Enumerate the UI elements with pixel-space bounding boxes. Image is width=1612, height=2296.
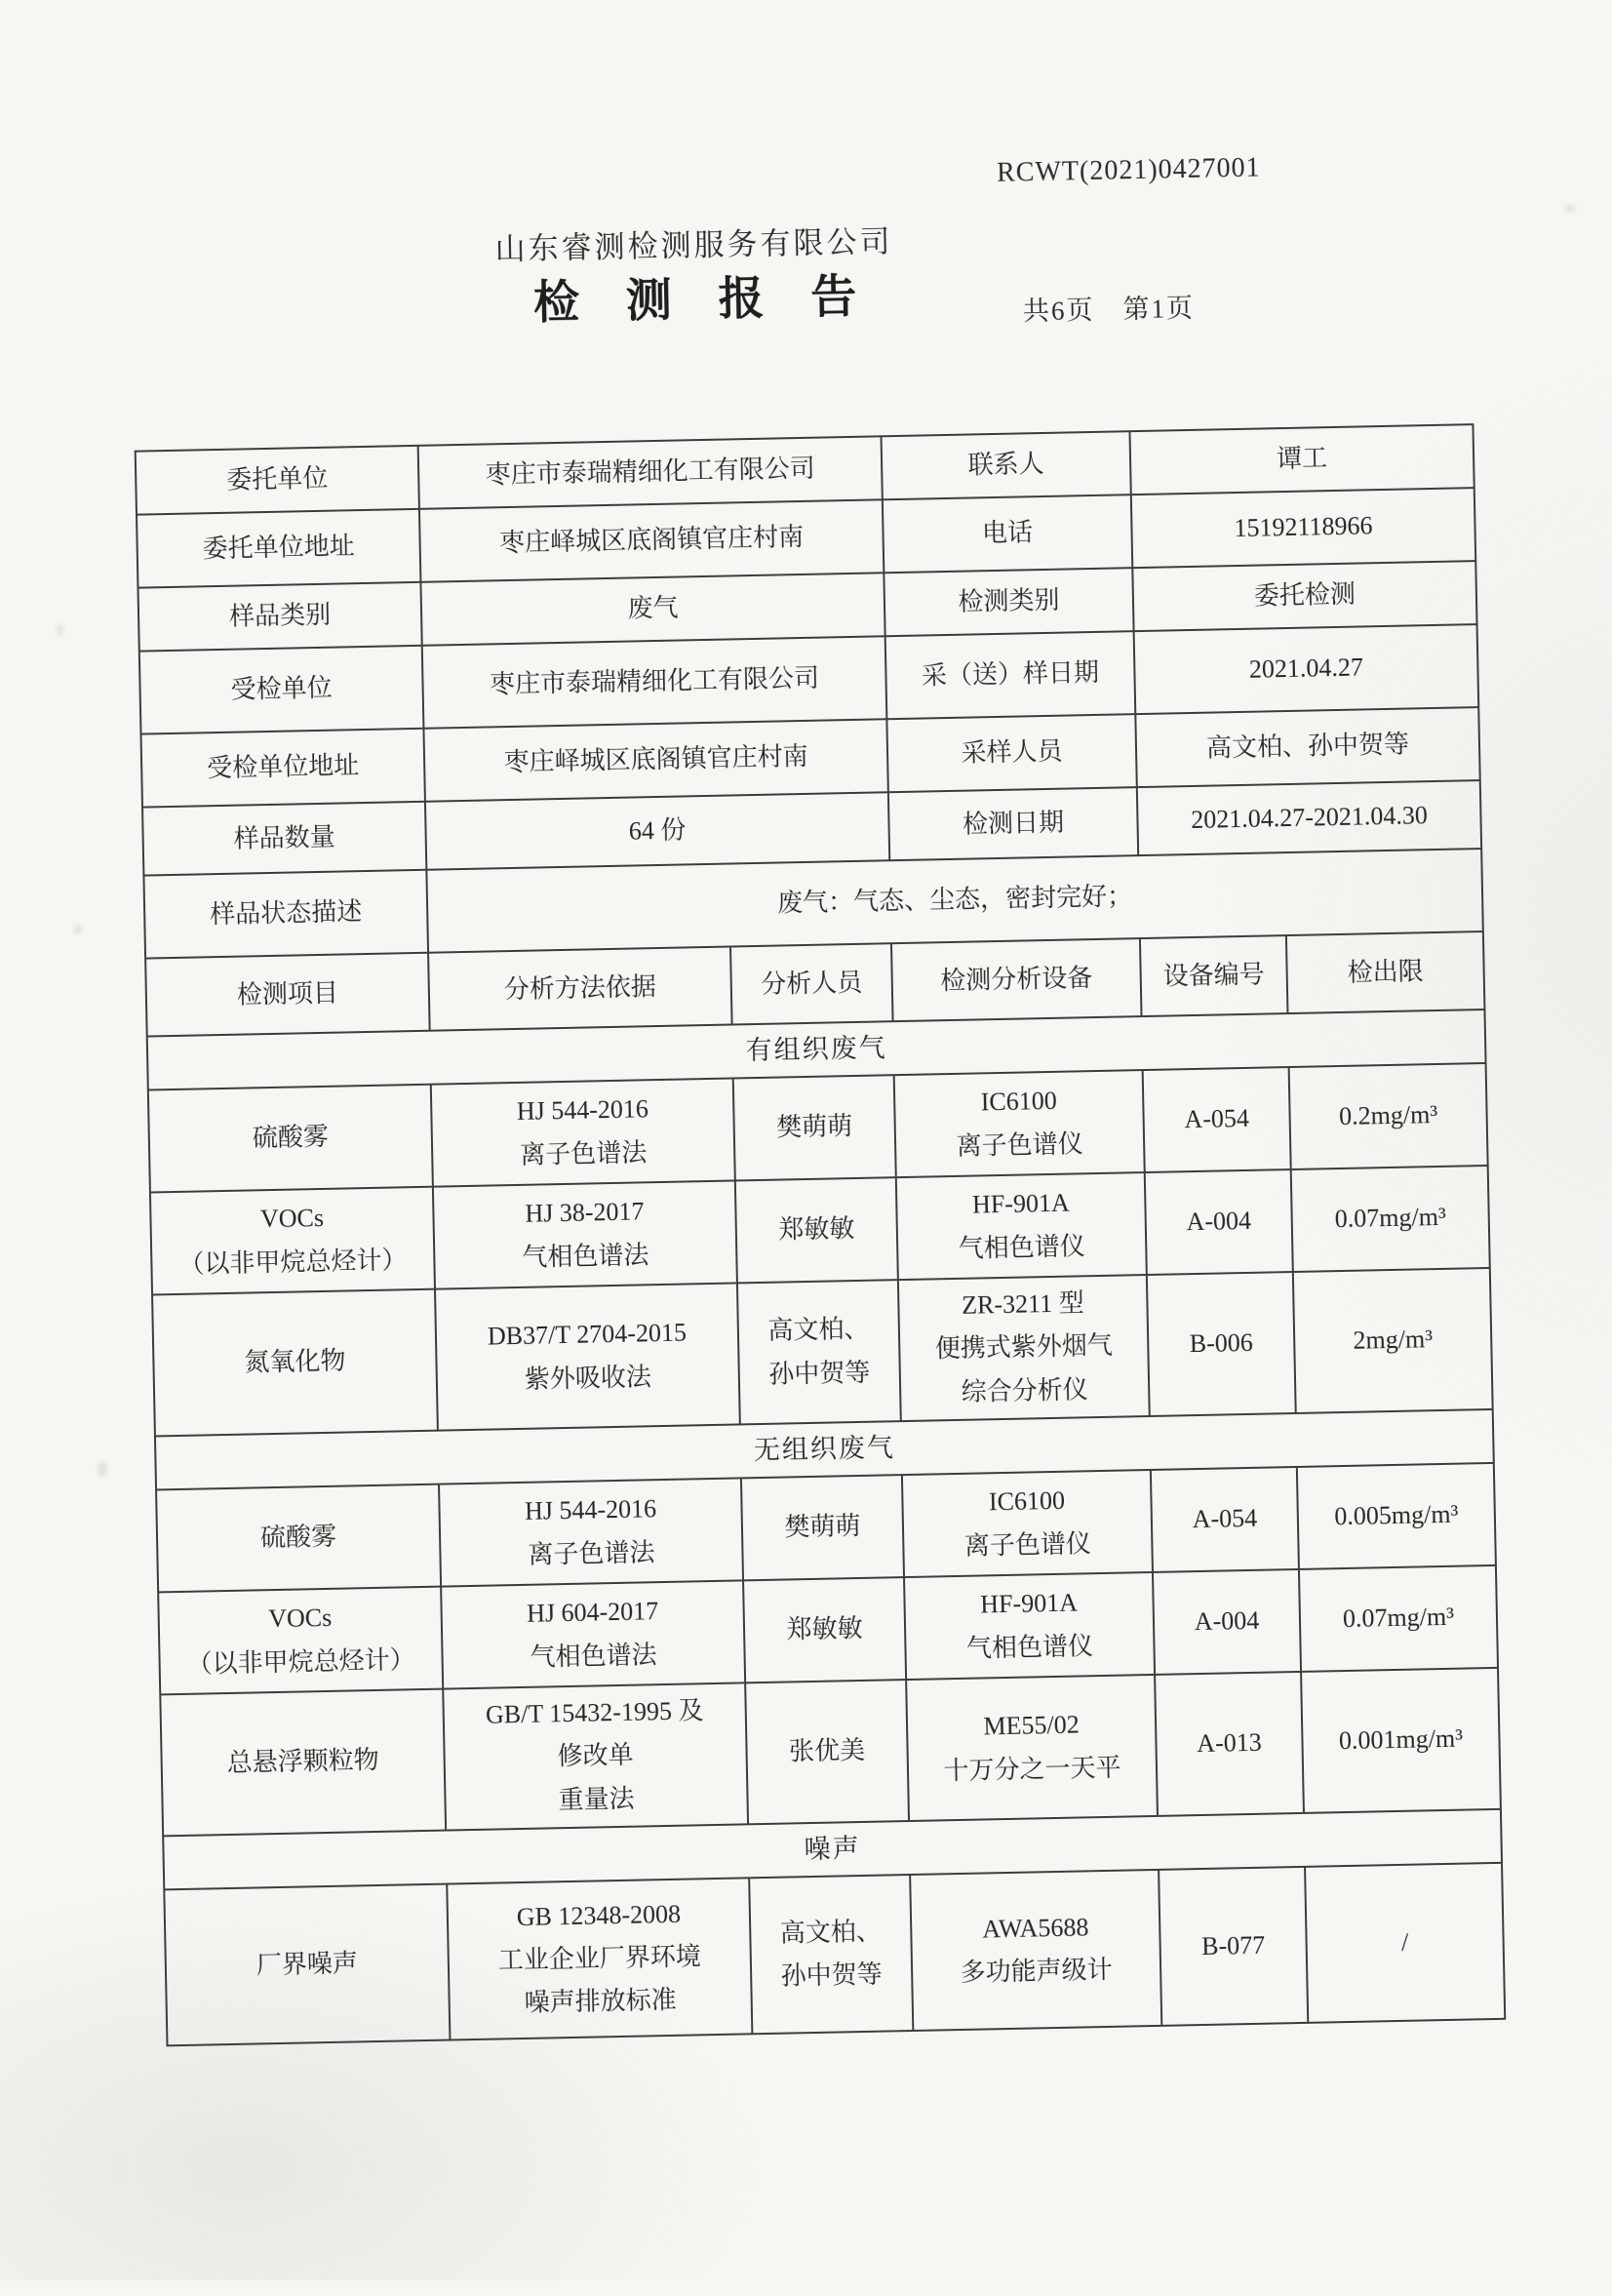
info-value: 15192118966 bbox=[1131, 488, 1475, 568]
info-label: 委托单位地址 bbox=[137, 509, 420, 588]
scan-speck bbox=[74, 925, 82, 934]
item-cell: 厂界噪声 bbox=[164, 1884, 450, 2046]
detection-limit-cell: 0.07mg/m³ bbox=[1299, 1565, 1498, 1672]
column-header: 分析人员 bbox=[730, 943, 893, 1024]
analyst-cell: 高文柏、 孙中贺等 bbox=[737, 1280, 901, 1424]
equipment-cell: AWA5688 多功能声级计 bbox=[910, 1870, 1161, 2031]
info-value: 2021.04.27 bbox=[1134, 624, 1479, 714]
page-indicator: 共6页 第1页 bbox=[1022, 293, 1196, 327]
method-cell: GB 12348-2008 工业企业厂界环境 噪声排放标准 bbox=[447, 1878, 752, 2039]
info-label: 电话 bbox=[883, 495, 1132, 573]
equipment-cell: HF-901A 气相色谱仪 bbox=[896, 1172, 1147, 1280]
info-label: 受检单位地址 bbox=[141, 729, 425, 808]
info-label: 采样人员 bbox=[886, 714, 1136, 792]
detection-limit-cell: 0.005mg/m³ bbox=[1297, 1463, 1496, 1569]
column-header: 检出限 bbox=[1286, 931, 1485, 1013]
method-cell: GB/T 15432-1995 及 修改单 重量法 bbox=[443, 1682, 748, 1830]
analyst-cell: 樊萌萌 bbox=[741, 1475, 904, 1580]
section-title: 有组织废气 bbox=[147, 1009, 1486, 1090]
info-label: 样品类别 bbox=[138, 582, 421, 652]
analyst-cell: 张优美 bbox=[745, 1680, 909, 1824]
report-number: RCWT(2021)0427001 bbox=[996, 152, 1261, 188]
analyst-cell: 郑敏敏 bbox=[735, 1177, 898, 1283]
equipment-cell: IC6100 离子色谱仪 bbox=[894, 1070, 1145, 1177]
scan-speck bbox=[57, 624, 63, 636]
info-label: 采（送）样日期 bbox=[885, 631, 1136, 719]
item-cell: VOCs （以非甲烷总烃计） bbox=[150, 1187, 435, 1295]
info-value: 高文柏、孙中贺等 bbox=[1135, 707, 1479, 787]
item-cell: 硫酸雾 bbox=[156, 1484, 441, 1593]
device-no-cell: A-013 bbox=[1155, 1672, 1304, 1816]
item-cell: 硫酸雾 bbox=[148, 1085, 433, 1193]
info-label: 样品状态描述 bbox=[143, 870, 428, 959]
method-row bbox=[152, 1268, 1493, 1437]
scan-speck bbox=[1564, 205, 1576, 212]
detection-limit-cell: / bbox=[1305, 1863, 1505, 2023]
info-value: 枣庄峄城区底阁镇官庄村南 bbox=[419, 499, 884, 582]
column-header: 检测项目 bbox=[145, 953, 430, 1037]
scan-speck bbox=[98, 1461, 107, 1477]
analyst-cell: 郑敏敏 bbox=[743, 1577, 906, 1682]
analyst-cell: 樊萌萌 bbox=[733, 1075, 896, 1180]
method-cell: HJ 604-2017 气相色谱法 bbox=[441, 1580, 745, 1688]
report-title: 检 测 报 告 bbox=[532, 271, 875, 330]
company-name: 山东睿测检测服务有限公司 bbox=[494, 224, 893, 267]
section-title: 无组织废气 bbox=[155, 1409, 1494, 1490]
device-no-cell: A-004 bbox=[1153, 1569, 1301, 1675]
device-no-cell: A-054 bbox=[1151, 1467, 1299, 1572]
info-value: 枣庄市泰瑞精细化工有限公司 bbox=[418, 436, 883, 509]
method-cell: HJ 544-2016 离子色谱法 bbox=[431, 1078, 735, 1186]
info-value: 枣庄市泰瑞精细化工有限公司 bbox=[422, 636, 887, 729]
equipment-cell: ME55/02 十万分之一天平 bbox=[906, 1675, 1158, 1821]
device-no-cell: B-077 bbox=[1159, 1867, 1308, 2026]
item-cell: 总悬浮颗粒物 bbox=[160, 1689, 446, 1837]
sample-status-value: 废气：气态、尘态，密封完好； bbox=[426, 849, 1483, 953]
column-header: 检测分析设备 bbox=[891, 938, 1142, 1021]
info-value: 委托检测 bbox=[1132, 561, 1476, 631]
info-label: 检测日期 bbox=[888, 787, 1138, 860]
device-no-cell: B-006 bbox=[1147, 1272, 1296, 1416]
device-no-cell: A-004 bbox=[1145, 1169, 1293, 1275]
detection-limit-cell: 0.07mg/m³ bbox=[1291, 1166, 1490, 1272]
info-value: 2021.04.27-2021.04.30 bbox=[1137, 780, 1481, 855]
method-cell: HJ 544-2016 离子色谱法 bbox=[439, 1478, 743, 1586]
equipment-cell: IC6100 离子色谱仪 bbox=[902, 1470, 1153, 1577]
item-cell: VOCs （以非甲烷总烃计） bbox=[158, 1587, 443, 1695]
info-value: 废气 bbox=[420, 573, 885, 646]
equipment-cell: HF-901A 气相色谱仪 bbox=[904, 1572, 1155, 1680]
info-label: 检测类别 bbox=[884, 568, 1133, 636]
info-value: 枣庄峄城区底阁镇官庄村南 bbox=[423, 719, 887, 802]
device-no-cell: A-054 bbox=[1143, 1067, 1291, 1172]
analyst-cell: 高文柏、 孙中贺等 bbox=[749, 1875, 913, 2034]
item-cell: 氮氧化物 bbox=[152, 1289, 438, 1437]
method-cell: HJ 38-2017 气相色谱法 bbox=[433, 1180, 737, 1288]
section-title: 噪声 bbox=[163, 1809, 1502, 1890]
method-row bbox=[160, 1668, 1501, 1837]
method-row bbox=[164, 1863, 1505, 2046]
detection-limit-cell: 0.001mg/m³ bbox=[1301, 1668, 1501, 1813]
column-header: 设备编号 bbox=[1140, 935, 1288, 1016]
report-table bbox=[135, 423, 1507, 2046]
column-header: 分析方法依据 bbox=[428, 947, 732, 1031]
info-label: 委托单位 bbox=[136, 446, 419, 515]
info-label: 联系人 bbox=[882, 431, 1131, 499]
info-value: 64 份 bbox=[425, 792, 889, 870]
detection-limit-cell: 0.2mg/m³ bbox=[1289, 1063, 1488, 1169]
info-label: 受检单位 bbox=[139, 646, 424, 734]
info-label: 样品数量 bbox=[142, 802, 426, 876]
info-value: 谭工 bbox=[1129, 424, 1474, 495]
detection-limit-cell: 2mg/m³ bbox=[1293, 1268, 1493, 1413]
method-cell: DB37/T 2704-2015 紫外吸收法 bbox=[435, 1283, 740, 1430]
equipment-cell: ZR-3211 型 便携式紫外烟气 综合分析仪 bbox=[898, 1275, 1150, 1421]
